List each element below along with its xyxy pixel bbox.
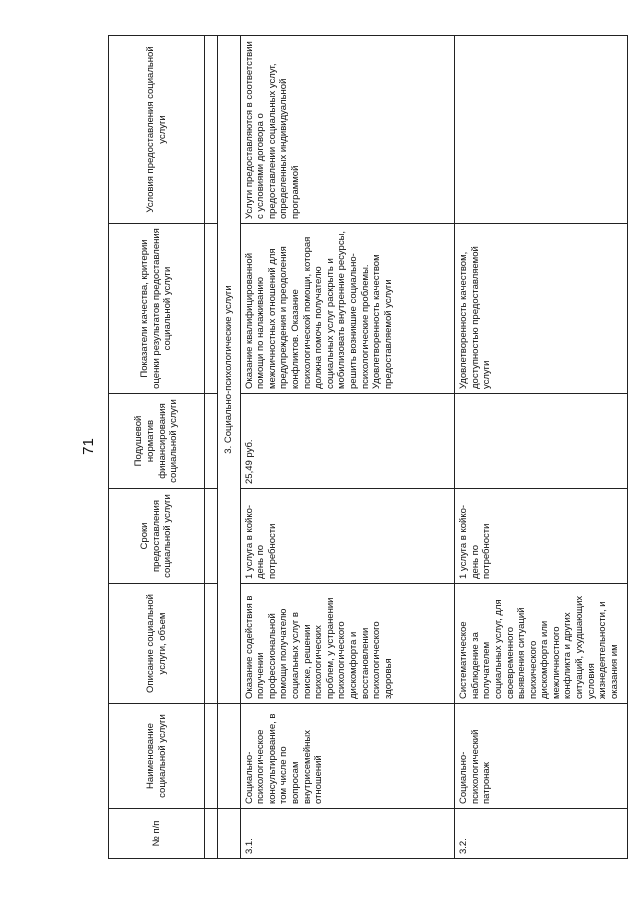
header-cell-norm: Подушевой норматив финансирования социальной услуги [109, 394, 205, 489]
header-cell-name: Наименование социальной услуги [109, 704, 205, 809]
row-number: 3.2. [455, 809, 628, 859]
empty-cell [205, 809, 218, 859]
spacer-row [205, 36, 218, 859]
service-description: Оказание содействия в получении профессиональной помощи получателю социальных услуг в поиске, решении психологических проблем, у устранении психологического дискомфорта и восстановлении психологического здоровья [240, 584, 455, 704]
empty-cell [205, 489, 218, 584]
service-conditions: Услуги предоставляются в соответствии с условиями договора о предоставлении социальных услуг, определенных индивидуальной программой [240, 36, 455, 224]
service-name: Социально-психологический патронаж [455, 704, 628, 809]
empty-cell [205, 224, 218, 394]
empty-cell [218, 704, 240, 809]
empty-cell [205, 36, 218, 224]
row-number: 3.1. [240, 809, 455, 859]
section-row [218, 36, 240, 859]
header-cell-quality: Показатели качества, критерии оценки результатов предоставления социальной услуги [109, 224, 205, 394]
service-norm: 25,49 руб. [240, 394, 455, 489]
empty-cell [205, 584, 218, 704]
service-terms: 1 услуга в койко-день по потребности [240, 489, 455, 584]
header-cell-terms: Сроки предоставления социальной услуги [109, 489, 205, 584]
service-quality: Удовлетворенность качеством, доступностью предоставляемой услуги [455, 224, 628, 394]
header-row [109, 36, 205, 859]
empty-cell [218, 809, 240, 859]
empty-cell [205, 394, 218, 489]
service-quality: Оказание квалифицированной помощи по налаживанию межличностных отношений для предупреждения и преодоления конфликтов. Оказание психологической помощи, которая должна помочь получателю социальных услуг раскрыть и мобилизовать внутренние ресурсы, решить возникшие социально-психологические проблемы. Удовлетворенность качеством предоставляемой услуги [240, 224, 455, 394]
rotated-page [108, 36, 628, 859]
empty-cell [205, 704, 218, 809]
service-name: Социально-психологическое консультирование, в том числе по вопросам внутрисемейных отношений [240, 704, 455, 809]
social-services-table [108, 35, 628, 859]
section-title: 3. Социально-психологические услуги [218, 36, 240, 704]
table-row [455, 36, 628, 859]
page-number: 71 [79, 438, 97, 455]
header-cell-description: Описание социальной услуги, объем [109, 584, 205, 704]
service-conditions [455, 36, 628, 224]
header-cell-number: № п/п [109, 809, 205, 859]
table-row [240, 36, 455, 859]
header-cell-conditions: Условия предоставления социальной услуги [109, 36, 205, 224]
service-terms: 1 услуга в койко-день по потребности [455, 489, 628, 584]
service-norm [455, 394, 628, 489]
service-description: Систематическое наблюдение за получателем социальных услуг, для своевременного выявления ситуаций психического дискомфорта или межличностного конфликта и других ситуаций, ухудшающих условия жизнедеятельности, и оказания им [455, 584, 628, 704]
